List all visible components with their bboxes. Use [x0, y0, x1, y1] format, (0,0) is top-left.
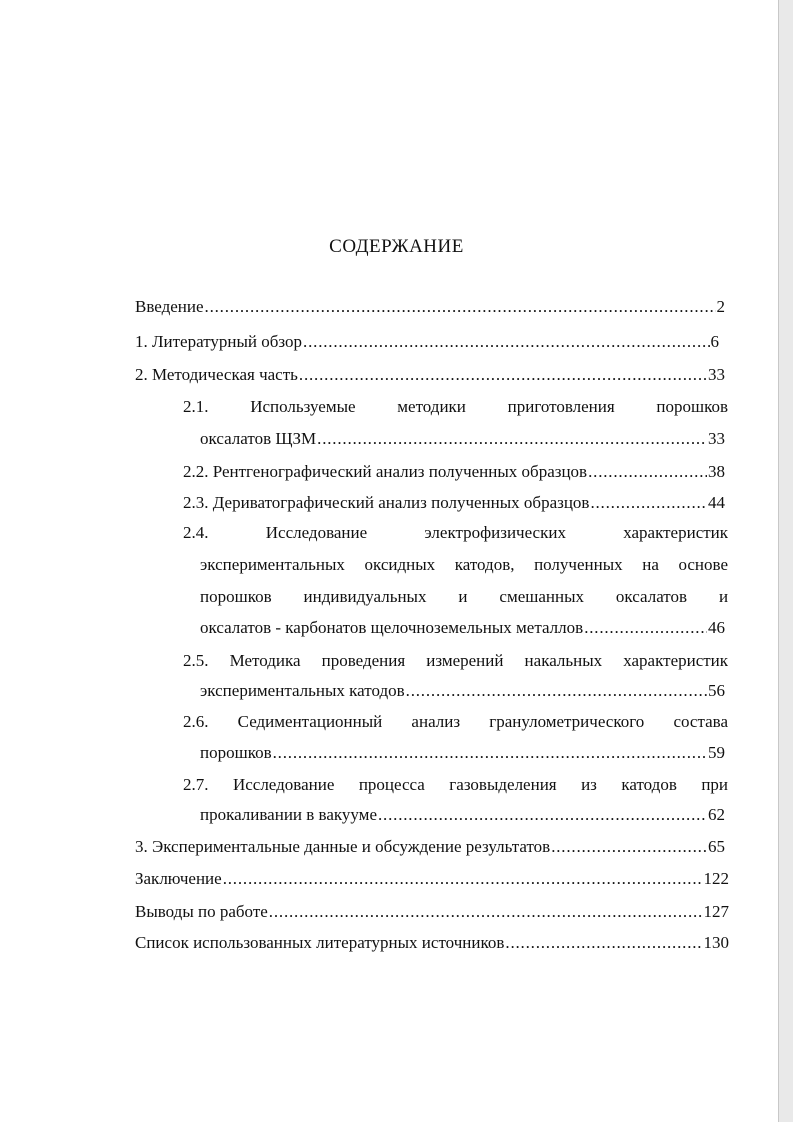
toc-entry-2-7	[200, 804, 725, 826]
toc-entry-page: 56	[708, 681, 725, 700]
toc-entry-2-5	[200, 680, 725, 702]
toc-leader-dots	[273, 742, 707, 764]
toc-leader-dots	[317, 428, 707, 450]
toc-entry-title: экспериментальных катодов	[200, 681, 405, 700]
toc-entry-2-7-first-line: 2.7. Исследование процесса газовыделения из катодов при	[183, 775, 729, 794]
toc-entry-2-2	[183, 461, 725, 483]
toc-entry-page: 38	[708, 462, 725, 481]
toc-entry-title: Заключение	[135, 869, 222, 888]
toc-entry-results	[135, 836, 725, 858]
toc-entry-title: оксалатов - карбонатов щелочноземельных металлов	[200, 618, 584, 637]
toc-leader-dots	[223, 868, 703, 890]
toc-entry-references	[135, 932, 729, 954]
toc-entry-2-4	[200, 617, 725, 639]
toc-leader-dots	[406, 680, 707, 702]
toc-entry-title: 2.2. Рентгенографический анализ полученных образцов	[183, 462, 588, 481]
toc-entry-findings	[135, 901, 729, 923]
toc-leader-dots	[505, 932, 702, 954]
toc-entry-title: прокаливании в вакууме	[200, 805, 377, 824]
toc-entry-page: 2	[716, 297, 725, 316]
toc-entry-page: 33	[708, 365, 725, 384]
toc-entry-2-1-first-line: 2.1. Используемые методики приготовления порошков	[183, 397, 729, 416]
toc-entry-page: 122	[703, 869, 729, 888]
toc-entry-page: 65	[708, 837, 725, 856]
toc-entry-title: 2.3. Дериватографический анализ полученных образцов	[183, 493, 590, 512]
toc-entry-2-3	[183, 492, 725, 514]
toc-entry-2-4-first-line: 2.4. Исследование электрофизических характеристик	[183, 523, 729, 542]
toc-leader-dots	[378, 804, 707, 826]
page-title: СОДЕРЖАНИЕ	[329, 236, 464, 257]
toc-entry-methods	[135, 364, 725, 386]
toc-leader-dots	[205, 296, 716, 318]
toc-entry-page: 46	[708, 618, 725, 637]
toc-entry-page: 62	[708, 805, 725, 824]
toc-entry-title: Список использованных литературных источников	[135, 933, 505, 952]
toc-entry-literature-review	[135, 331, 719, 353]
toc-entry-title: 1. Литературный обзор	[135, 332, 303, 351]
toc-entry-2-1	[200, 428, 725, 450]
toc-entry-page: 33	[708, 429, 725, 448]
toc-entry-introduction	[135, 296, 725, 318]
toc-entry-title: 2. Методическая часть	[135, 365, 298, 384]
toc-entry-2-4-second-line: экспериментальных оксидных катодов, полученных на основе	[200, 555, 728, 574]
toc-entry-page: 6	[710, 332, 719, 351]
toc-entry-page: 127	[703, 902, 729, 921]
toc-entry-2-6-first-line: 2.6. Седиментационный анализ гранулометрического состава	[183, 712, 728, 731]
toc-entry-title: 3. Экспериментальные данные и обсуждение результатов	[135, 837, 551, 856]
toc-entry-2-6	[200, 742, 725, 764]
toc-entry-2-5-first-line: 2.5. Методика проведения измерений накальных характеристик	[183, 651, 729, 670]
toc-leader-dots	[588, 461, 707, 483]
toc-leader-dots	[269, 901, 703, 923]
toc-entry-page: 59	[708, 743, 725, 762]
toc-leader-dots	[584, 617, 707, 639]
toc-leader-dots	[590, 492, 707, 514]
toc-entry-title: оксалатов ЩЗМ	[200, 429, 317, 448]
toc-leader-dots	[299, 364, 707, 386]
toc-entry-title: порошков	[200, 743, 272, 762]
toc-entry-conclusion	[135, 868, 729, 890]
toc-entry-page: 44	[708, 493, 725, 512]
toc-entry-page: 130	[703, 933, 729, 952]
toc-leader-dots	[551, 836, 707, 858]
toc-leader-dots	[303, 331, 709, 353]
toc-entry-title: Выводы по работе	[135, 902, 268, 921]
toc-entry-title: Введение	[135, 297, 204, 316]
toc-entry-2-4-third-line: порошков индивидуальных и смешанных оксалатов и	[200, 587, 729, 606]
